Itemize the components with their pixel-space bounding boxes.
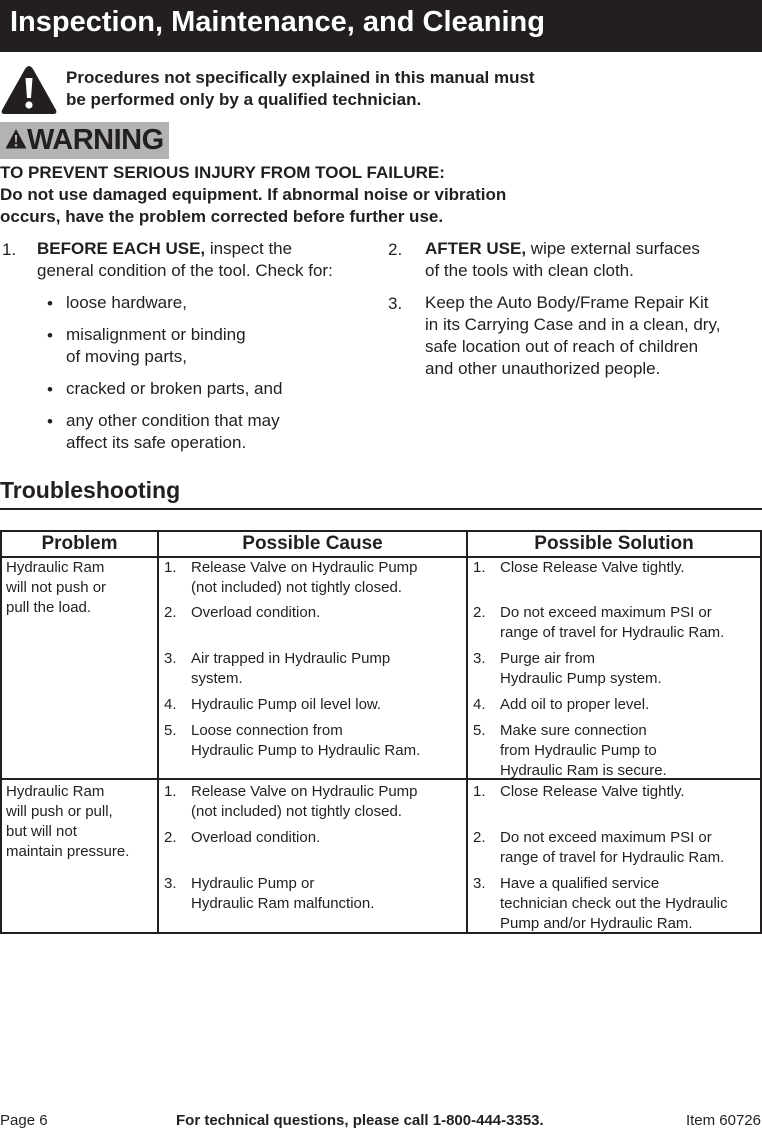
procedures-note-line: Procedures not specifically explained in this manual must [66, 68, 535, 87]
check-item [66, 410, 280, 454]
cause-line: Overload condition. [191, 829, 321, 846]
cause-text [191, 695, 381, 715]
contact-line: For technical questions, please call 1-800-444-3353. [176, 1112, 544, 1129]
problem-cell [6, 558, 106, 618]
check-item-line: cracked or broken parts, and [66, 379, 283, 398]
solution-line: Close Release Valve tightly. [500, 783, 685, 800]
solution-text [500, 828, 724, 868]
solution-line: Hydraulic Pump system. [500, 670, 662, 687]
solution-text [500, 721, 667, 781]
step-text-line: safe location out of reach of children [425, 337, 699, 356]
cause-line: (not included) not tightly closed. [191, 579, 402, 596]
bullet: • [47, 380, 53, 399]
solution-line: Add oil to proper level. [500, 696, 650, 713]
cause-line: Air trapped in Hydraulic Pump [191, 650, 391, 667]
warning-icon [5, 128, 27, 150]
problem-line: will not push or [6, 579, 107, 596]
cause-line: Hydraulic Pump oil level low. [191, 696, 382, 713]
solution-text [500, 782, 685, 802]
check-item [66, 378, 282, 400]
cause-text [191, 874, 374, 914]
cause-text [191, 782, 418, 822]
cause-num: 3. [164, 875, 177, 892]
cause-line: Hydraulic Pump or [191, 875, 315, 892]
cause-num: 5. [164, 722, 177, 739]
cause-num: 3. [164, 650, 177, 667]
step-number: 2. [388, 240, 403, 259]
problem-line: Hydraulic Ram [6, 559, 105, 576]
warning-text [0, 162, 620, 228]
table-header-problem: Problem [41, 533, 118, 554]
check-item-line: misalignment or binding [66, 325, 246, 344]
solution-line: range of travel for Hydraulic Ram. [500, 849, 725, 866]
step-number: 1. [2, 240, 17, 259]
solution-line: from Hydraulic Pump to [500, 742, 657, 759]
problem-line: Hydraulic Ram [6, 783, 105, 800]
solution-num: 3. [473, 875, 486, 892]
solution-num: 1. [473, 559, 486, 576]
procedures-note-line: be performed only by a qualified technician. [66, 90, 422, 109]
solution-text [500, 874, 728, 934]
page-number: Page 6 [0, 1112, 48, 1129]
cause-line: Release Valve on Hydraulic Pump [191, 559, 418, 576]
table-header-solution: Possible Solution [534, 533, 694, 554]
step-number: 3. [388, 294, 403, 313]
problem-line: maintain pressure. [6, 843, 130, 860]
step-text [425, 238, 755, 282]
solution-line: Close Release Valve tightly. [500, 559, 685, 576]
bullet: • [47, 412, 53, 431]
cause-num: 1. [164, 559, 177, 576]
solution-num: 3. [473, 650, 486, 667]
cause-line: Release Valve on Hydraulic Pump [191, 783, 418, 800]
warning-triangle-icon [0, 64, 58, 116]
solution-num: 1. [473, 783, 486, 800]
solution-line: Do not exceed maximum PSI or [500, 604, 712, 621]
bullet: • [47, 326, 53, 345]
warning-line: TO PREVENT SERIOUS INJURY FROM TOOL FAILURE: [0, 163, 445, 182]
check-item-line: loose hardware, [66, 293, 187, 312]
cause-line: (not included) not tightly closed. [191, 803, 402, 820]
troubleshooting-title: Troubleshooting [0, 477, 181, 503]
check-item-line: affect its safe operation. [66, 433, 247, 452]
warning-line: occurs, have the problem corrected before further use. [0, 207, 444, 226]
solution-text [500, 558, 685, 578]
check-item [66, 292, 187, 314]
step-text-line: of the tools with clean cloth. [425, 261, 634, 280]
warning-line: Do not use damaged equipment. If abnormal noise or vibration [0, 185, 507, 204]
step-text-line: and other unauthorized people. [425, 359, 661, 378]
cause-num: 2. [164, 604, 177, 621]
step-text-line: in its Carrying Case and in a clean, dry, [425, 315, 721, 334]
cause-line: Hydraulic Ram malfunction. [191, 895, 375, 912]
solution-num: 2. [473, 829, 486, 846]
procedures-note [66, 67, 626, 111]
cause-text [191, 558, 418, 598]
table-border-top [0, 530, 762, 532]
solution-line: Hydraulic Ram is secure. [500, 762, 667, 779]
solution-line: Purge air from [500, 650, 596, 667]
solution-line: range of travel for Hydraulic Ram. [500, 624, 725, 641]
check-item-line: any other condition that may [66, 411, 280, 430]
table-column-divider [157, 530, 159, 934]
cause-text [191, 649, 390, 689]
step-text-line: general condition of the tool. Check for: [37, 261, 333, 280]
step-text [425, 292, 760, 380]
solution-num: 2. [473, 604, 486, 621]
solution-num: 4. [473, 696, 486, 713]
warning-label: WARNING [27, 124, 164, 156]
step-bold: BEFORE EACH USE, [37, 239, 206, 258]
item-number: Item 60726 [685, 1112, 761, 1129]
solution-line: technician check out the Hydraulic [500, 895, 728, 912]
check-item [66, 324, 246, 368]
cause-text [191, 603, 320, 623]
table-column-divider [466, 530, 468, 934]
bullet: • [47, 294, 53, 313]
cause-num: 4. [164, 696, 177, 713]
cause-text [191, 828, 320, 848]
step-bold: AFTER USE, [425, 239, 527, 258]
step-text [37, 238, 377, 282]
solution-line: Make sure connection [500, 722, 647, 739]
check-item-line: of moving parts, [66, 347, 187, 366]
solution-line: Pump and/or Hydraulic Ram. [500, 915, 693, 932]
cause-num: 1. [164, 783, 177, 800]
problem-cell [6, 782, 129, 862]
solution-line: Have a qualified service [500, 875, 660, 892]
problem-line: will push or pull, [6, 803, 113, 820]
cause-line: system. [191, 670, 243, 687]
section-divider [0, 508, 762, 510]
problem-line: pull the load. [6, 599, 92, 616]
problem-line: but will not [6, 823, 77, 840]
step-text-line: inspect the [205, 239, 293, 258]
step-text-line: wipe external surfaces [526, 239, 700, 258]
solution-text [500, 649, 662, 689]
cause-line: Overload condition. [191, 604, 321, 621]
page-title: Inspection, Maintenance, and Cleaning [10, 6, 545, 38]
warning-badge [0, 122, 169, 159]
cause-line: Loose connection from [191, 722, 343, 739]
solution-text [500, 695, 649, 715]
solution-line: Do not exceed maximum PSI or [500, 829, 712, 846]
cause-num: 2. [164, 829, 177, 846]
solution-num: 5. [473, 722, 486, 739]
step-text-line: Keep the Auto Body/Frame Repair Kit [425, 293, 709, 312]
cause-text [191, 721, 420, 761]
solution-text [500, 603, 724, 643]
table-border-left [0, 530, 2, 934]
table-header-cause: Possible Cause [242, 533, 383, 554]
cause-line: Hydraulic Pump to Hydraulic Ram. [191, 742, 421, 759]
